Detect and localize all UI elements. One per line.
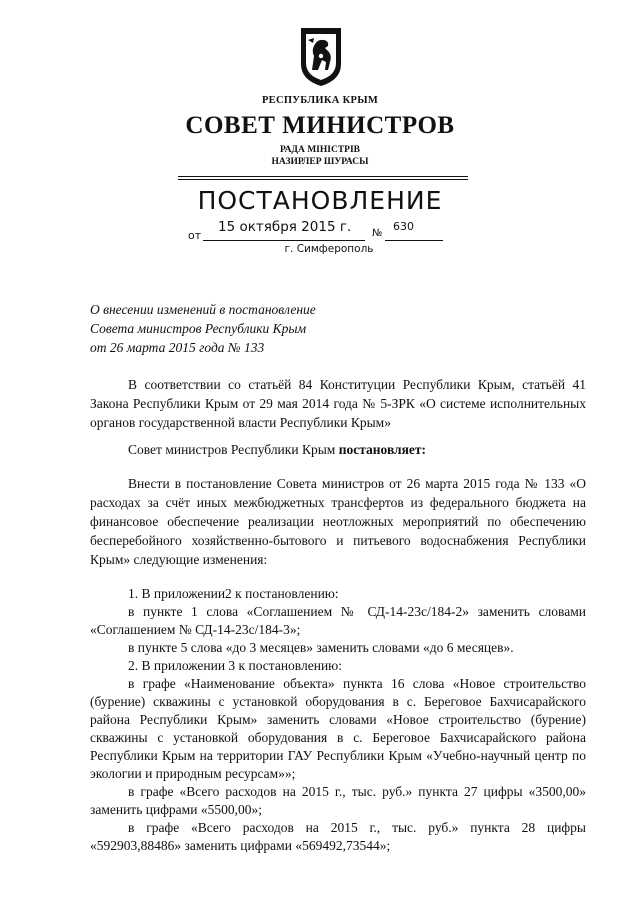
header-divider-bottom <box>178 179 468 180</box>
subject-line: О внесении изменений в постановление <box>90 302 316 317</box>
subject-line: Совета министров Республики Крым <box>90 321 307 336</box>
preamble-paragraph: В соответствии со статьёй 84 Конституции Республики Крым, статьёй 41 Закона Республики Крым от 29 мая 2014 года № 5-ЗРК «О системе исполнительных органов государственной власти Республики Крым» <box>90 377 586 430</box>
resolution-keyword: постановляет: <box>338 442 427 457</box>
date-prefix: от <box>188 229 202 242</box>
list-item: в графе «Всего расходов на 2015 г., тыс. руб.» пункта 27 цифры «3500,00» заменить цифрами «5500,00»; <box>90 784 586 817</box>
subject-line: от 26 марта 2015 года № 133 <box>90 340 265 355</box>
header-divider-top <box>178 176 468 177</box>
council-title-ukrainian: РАДА МІНІСТРІВ <box>279 145 360 155</box>
council-title-crimean-tatar: НАЗИРЛЕР ШУРАСЫ <box>271 157 369 167</box>
amendment-list <box>90 585 586 855</box>
decree-city: г. Симферополь <box>284 243 374 255</box>
list-item: в графе «Всего расходов на 2015 г., тыс. руб.» пункта 28 цифры «592903,88486» заменить цифрами «569492,73544»; <box>90 820 586 853</box>
council-title: СОВЕТ МИНИСТРОВ <box>185 112 455 139</box>
list-item: в пункте 5 слова «до 3 месяцев» заменить словами «до 6 месяцев». <box>128 640 514 655</box>
decree-date-line <box>0 219 640 243</box>
list-item: 2. В приложении 3 к постановлению: <box>128 658 343 673</box>
republic-name: РЕСПУБЛИКА КРЫМ <box>261 95 379 106</box>
list-item: в графе «Наименование объекта» пункта 16 слова «Новое строительство (бурение) скважины с установкой оборудования в с. Береговое Бахчисарайского района Республики Крым» заменить словами «Новое строительство (бурение) скважины с установкой оборудования в с. Береговое Бахчисарайского района Республики Крым на территории ГАУ Республики Крым «Учебно-научный центр по экологии и природным ресурсам»»; <box>90 676 586 781</box>
resolution-text: Совет министров Республики Крым <box>128 442 339 457</box>
resolution-paragraph <box>90 440 586 459</box>
decree-date: 15 октября 2015 г. <box>218 219 352 235</box>
decree-subject <box>90 300 316 357</box>
amendment-intro-paragraph: Внести в постановление Совета министров от 26 марта 2015 года № 133 «О расходах за счёт иных межбюджетных трансфертов из федерального бюджета на финансовое обеспечение реализации неотложных мероприятий по обеспечению бесперебойного хозяйственно-бытового и питьевого водоснабжения Республики Крым» следующие изменения: <box>90 476 586 567</box>
crimea-griffin-emblem-icon <box>298 26 344 88</box>
list-item: в пункте 1 слова «Соглашением № СД-14-23с/184-2» заменить словами «Соглашением № СД-14-23с/184-3»; <box>90 604 586 637</box>
number-sign: № <box>372 228 383 239</box>
date-underline <box>203 240 365 241</box>
number-underline <box>385 240 443 241</box>
decree-title: ПОСТАНОВЛЕНИЕ <box>197 186 443 215</box>
decree-number: 630 <box>393 220 414 233</box>
list-item: 1. В приложении2 к постановлению: <box>128 586 339 601</box>
